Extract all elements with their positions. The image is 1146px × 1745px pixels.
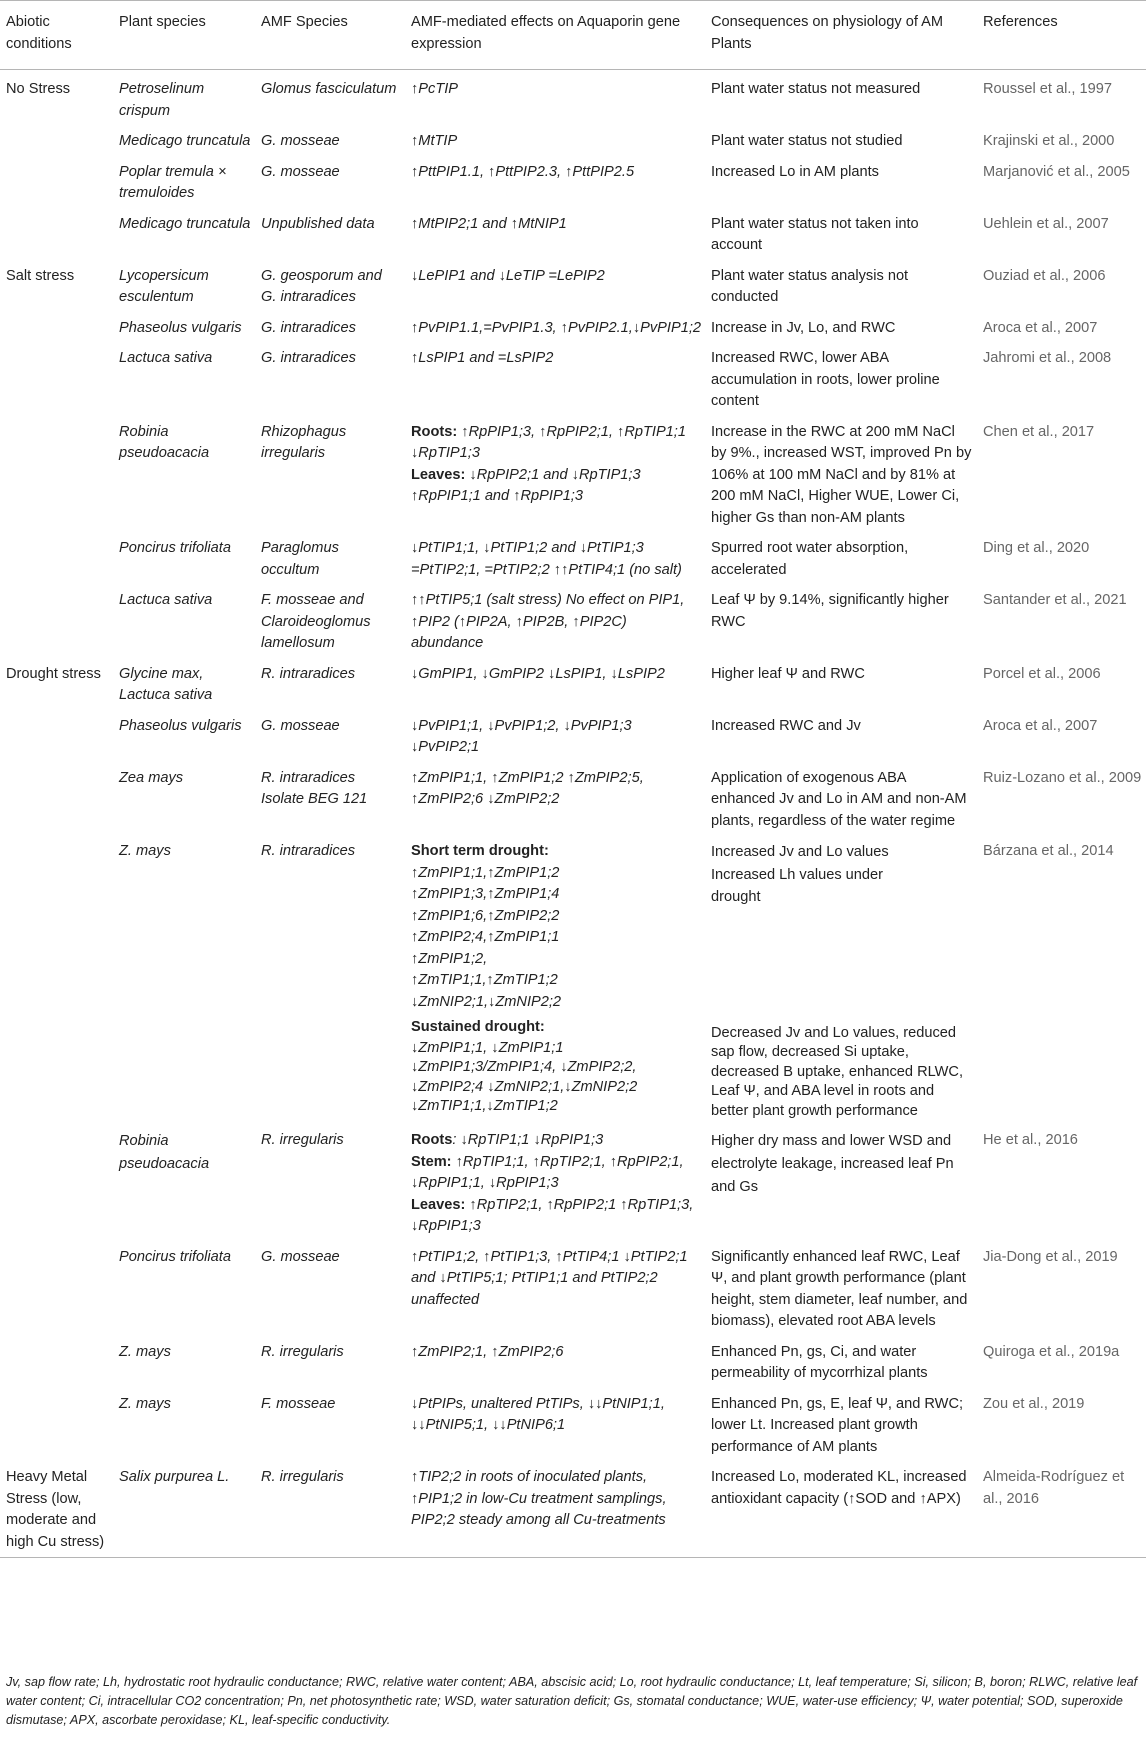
cell-amf: R. intraradices bbox=[261, 843, 356, 859]
cell-condition bbox=[0, 1333, 113, 1385]
table-row bbox=[0, 759, 1146, 833]
effect-roots-label: Roots bbox=[411, 1132, 453, 1149]
effect-stem-label: Stem: bbox=[411, 1153, 452, 1170]
table-row bbox=[0, 257, 1146, 309]
cell-effect: ↑LsPIP1 and =LsPIP2 bbox=[411, 350, 554, 366]
cell-consequence: Increased RWC, lower ABA accumulation in roots, lower proline content bbox=[711, 350, 940, 409]
table-row bbox=[0, 413, 1146, 530]
cell-effect: ↓GmPIP1, ↓GmPIP2 ↓LsPIP1, ↓LsPIP2 bbox=[411, 665, 665, 682]
table-row bbox=[0, 832, 1146, 1121]
cell-amf: R. irregularis bbox=[261, 1132, 344, 1149]
cell-consequence: Significantly enhanced leaf RWC, Leaf Ψ, and plant growth performance (plant height, stem diameter, leaf number, and biomass), elevated root ABA levels bbox=[711, 1248, 968, 1330]
cons-sus: Decreased Jv and Lo values, reduced sap flow, decreased Si uptake, decreased B uptake, enhanced RLWC, Leaf Ψ, and ABA level in roots and better plant growth performance bbox=[711, 1024, 964, 1119]
cell-consequence: Plant water status not taken into account bbox=[711, 215, 919, 253]
effect-leaves-line bbox=[411, 1195, 701, 1238]
cell-reference: Santander et al., 2021 bbox=[983, 592, 1127, 608]
cell-reference: Roussel et al., 1997 bbox=[983, 81, 1112, 97]
effect-short-line: ↑ZmPIP1;2, bbox=[411, 950, 488, 967]
effect-leaves: ↑RpTIP2;1, ↑RpPIP2;1 ↑RpTIP1;3, ↓RpPIP1;3 bbox=[411, 1196, 694, 1235]
effect-short-line: ↑ZmPIP2;4,↑ZmPIP1;1 bbox=[411, 929, 560, 945]
cell-condition bbox=[0, 759, 113, 833]
cell-amf: Rhizophagus irregularis bbox=[261, 423, 347, 461]
cell-amf: F. mosseae and Claroideoglomus lamellosum bbox=[261, 592, 371, 651]
cell-condition: Salt stress bbox=[6, 267, 75, 284]
cell-condition bbox=[0, 122, 113, 153]
cell-effect: ↓PvPIP1;1, ↓PvPIP1;2, ↓PvPIP1;3 ↓PvPIP2;1 bbox=[411, 717, 632, 755]
cell-condition bbox=[0, 413, 113, 530]
cell-effect bbox=[405, 832, 705, 1121]
cell-effect: ↑PcTIP bbox=[411, 81, 459, 97]
cell-effect: ↑PttPIP1.1, ↑PttPIP2.3, ↑PttPIP2.5 bbox=[411, 163, 635, 180]
cell-reference: Quiroga et al., 2019a bbox=[983, 1343, 1120, 1360]
effect-roots-label: Roots: bbox=[411, 423, 458, 440]
effect-short-line: ↑ZmTIP1;1,↑ZmTIP1;2 bbox=[411, 972, 558, 988]
cell-plant: Petroselinum crispum bbox=[119, 81, 205, 119]
cell-amf: Unpublished data bbox=[261, 215, 375, 232]
header-row bbox=[0, 1, 1146, 70]
cell-condition bbox=[0, 529, 113, 581]
table-row bbox=[0, 339, 1146, 413]
header-abiotic: Abiotic conditions bbox=[0, 1, 113, 70]
cell-plant: Medicago truncatula bbox=[119, 133, 251, 149]
cell-amf: R. intraradices bbox=[261, 665, 356, 682]
effect-stem: ↑RpTIP1;1, ↑RpTIP2;1, ↑RpPIP2;1, ↓RpPIP1;1, ↓RpPIP1;3 bbox=[411, 1153, 684, 1192]
cell-amf: Glomus fasciculatum bbox=[261, 81, 397, 97]
cell-effect bbox=[405, 1121, 705, 1238]
cell-consequence: Spurred root water absorption, accelerated bbox=[711, 540, 909, 578]
cell-consequence: Plant water status not studied bbox=[711, 133, 903, 149]
cell-effect: ↑PtTIP1;2, ↑PtTIP1;3, ↑PtTIP4;1 ↓PtTIP2;1 and ↓PtTIP5;1; PtTIP1;1 and PtTIP2;2 unaffected bbox=[411, 1248, 688, 1308]
cell-amf: G. intraradices bbox=[261, 350, 356, 366]
cell-amf: G. intraradices bbox=[261, 319, 356, 336]
cell-amf: R. intraradices Isolate BEG 121 bbox=[261, 769, 368, 807]
effect-leaves-label: Leaves: bbox=[411, 1196, 466, 1213]
cell-consequence: Increased Lo in AM plants bbox=[711, 163, 879, 180]
cell-reference: Marjanović et al., 2005 bbox=[983, 163, 1130, 180]
cell-reference: Chen et al., 2017 bbox=[983, 423, 1095, 440]
cell-plant: Robinia pseudoacacia bbox=[119, 423, 210, 461]
header-plant: Plant species bbox=[113, 1, 255, 70]
cell-reference: He et al., 2016 bbox=[983, 1132, 1078, 1149]
cell-effect: ↑MtTIP bbox=[411, 133, 458, 149]
cell-condition bbox=[0, 205, 113, 257]
cell-effect: ↑TIP2;2 in roots of inoculated plants, ↑PIP1;2 in low-Cu treatment samplings, PIP2;2 steady among all Cu-treatments bbox=[405, 1458, 705, 1558]
table-row bbox=[0, 1333, 1146, 1385]
cell-consequence: Application of exogenous ABA enhanced Jv and Lo in AM and non-AM plants, regardless of the water regime bbox=[711, 769, 967, 829]
cell-condition bbox=[0, 1385, 113, 1459]
table-row bbox=[0, 1121, 1146, 1238]
cell-effect: ↑ZmPIP2;1, ↑ZmPIP2;6 bbox=[411, 1343, 564, 1360]
cell-plant: Salix purpurea L. bbox=[113, 1458, 255, 1558]
effect-leaves-line bbox=[411, 465, 701, 508]
cell-amf: G. mosseae bbox=[261, 163, 340, 180]
header-consequences: Consequences on physiology of AM Plants bbox=[705, 1, 977, 70]
cell-condition: Heavy Metal Stress (low, moderate and high Cu stress) bbox=[0, 1458, 113, 1558]
table-row bbox=[0, 153, 1146, 205]
cell-effect: ↑ZmPIP1;1, ↑ZmPIP1;2 ↑ZmPIP2;5, ↑ZmPIP2;6 ↓ZmPIP2;2 bbox=[411, 769, 644, 807]
effect-leaves: ↓RpPIP2;1 and ↓RpTIP1;3 ↑RpPIP1;1 and ↑RpPIP1;3 bbox=[411, 466, 641, 504]
cell-reference: Zou et al., 2019 bbox=[983, 1395, 1085, 1412]
cell-plant: Medicago truncatula bbox=[119, 215, 251, 232]
cell-condition bbox=[0, 339, 113, 413]
cell-consequence: Increase in the RWC at 200 mM NaCl by 9%., increased WST, improved Pn by 106% at 100 mM NaCl and by 81% at 200 mM NaCl, Higher WUE, Lower Ci, higher Gs than non-AM plants bbox=[711, 423, 972, 526]
cell-reference: Uehlein et al., 2007 bbox=[983, 215, 1109, 232]
table-row bbox=[0, 205, 1146, 257]
cell-plant: Z. mays bbox=[119, 843, 171, 859]
cell-condition bbox=[0, 1238, 113, 1333]
cons-short-line: Increased Jv and Lo values bbox=[711, 844, 889, 860]
table-row bbox=[0, 1385, 1146, 1459]
cell-amf: Paraglomus occultum bbox=[261, 540, 339, 578]
cell-reference: Ding et al., 2020 bbox=[983, 540, 1090, 556]
cell-reference: Aroca et al., 2007 bbox=[983, 319, 1098, 336]
table-row bbox=[0, 122, 1146, 153]
cell-effect: ↑MtPIP2;1 and ↑MtNIP1 bbox=[411, 215, 567, 232]
table-row bbox=[0, 707, 1146, 759]
effect-short-line: ↑ZmPIP1;1,↑ZmPIP1;2 bbox=[411, 864, 560, 881]
cell-plant: Poncirus trifoliata bbox=[119, 1248, 231, 1265]
cell-condition bbox=[0, 581, 113, 655]
table-footnote: Jv, sap flow rate; Lh, hydrostatic root hydraulic conductance; RWC, relative water content; ABA, abscisic acid; Lo, root hydraulic conductance; Lt, leaf temperature; Si, silicon; B, boron; RLWC, relative leaf water content; Ci, intracellular CO2 concentration; Pn, net photosynthetic rate; WSD, water saturation deficit; Gs, stomatal conductance; WUE, water-use efficiency; Ψ, water potential; SOD, superoxide dismutase; APX, ascorbate peroxidase; KL, leaf-specific conductivity. bbox=[6, 1675, 1138, 1727]
effect-leaves-label: Leaves: bbox=[411, 466, 466, 483]
cell-consequence: Enhanced Pn, gs, Ci, and water permeability of mycorrhizal plants bbox=[711, 1343, 928, 1382]
cell-reference: Jahromi et al., 2008 bbox=[983, 350, 1112, 366]
cell-reference: Jia-Dong et al., 2019 bbox=[983, 1248, 1118, 1265]
cell-reference: Krajinski et al., 2000 bbox=[983, 133, 1115, 149]
table-row bbox=[0, 70, 1146, 123]
cell-reference: Almeida-Rodríguez et al., 2016 bbox=[977, 1458, 1146, 1558]
cell-plant: Z. mays bbox=[119, 1395, 171, 1412]
cell-reference: Bárzana et al., 2014 bbox=[983, 843, 1114, 859]
header-effects: AMF-mediated effects on Aquaporin gene expression bbox=[405, 1, 705, 70]
cell-reference: Porcel et al., 2006 bbox=[983, 665, 1101, 682]
cell-plant: Glycine max, Lactuca sativa bbox=[119, 665, 213, 703]
cell-amf: G. mosseae bbox=[261, 1248, 340, 1265]
cell-condition: No Stress bbox=[6, 81, 71, 97]
cell-amf: R. irregularis bbox=[261, 1343, 344, 1360]
cell-condition: Drought stress bbox=[6, 665, 101, 682]
table-row bbox=[0, 529, 1146, 581]
cell-amf: G. geosporum and G. intraradices bbox=[261, 267, 382, 305]
cell-consequence: Leaf Ψ by 9.14%, significantly higher RWC bbox=[711, 592, 949, 630]
table-row bbox=[0, 1458, 1146, 1558]
cell-effect bbox=[405, 413, 705, 530]
effect-roots: : ↓RpTIP1;1 ↓RpPIP1;3 bbox=[452, 1132, 604, 1149]
cell-consequence: Increased Lo, moderated KL, increased antioxidant capacity (↑SOD and ↑APX) bbox=[705, 1458, 977, 1558]
cell-consequence: Plant water status analysis not conducted bbox=[711, 267, 909, 305]
cell-plant: Robinia pseudoacacia bbox=[119, 1133, 210, 1173]
cell-condition bbox=[0, 309, 113, 340]
header-amf: AMF Species bbox=[255, 1, 405, 70]
effect-stem-line bbox=[411, 1152, 701, 1195]
cell-plant: Z. mays bbox=[119, 1343, 171, 1360]
cell-condition bbox=[0, 153, 113, 205]
cell-plant: Lycopersicum esculentum bbox=[119, 267, 209, 305]
cons-short-line: Increased Lh values under bbox=[711, 866, 883, 883]
cell-reference: Ouziad et al., 2006 bbox=[983, 267, 1106, 284]
cell-effect: ↑PvPIP1.1,=PvPIP1.3, ↑PvPIP2.1,↓PvPIP1;2 bbox=[411, 319, 701, 336]
header-references: References bbox=[977, 1, 1146, 70]
table-row bbox=[0, 1238, 1146, 1333]
cell-plant: Phaseolus vulgaris bbox=[119, 717, 242, 734]
cell-condition bbox=[0, 1121, 113, 1238]
cell-amf: G. mosseae bbox=[261, 717, 340, 734]
cell-consequence: Increase in Jv, Lo, and RWC bbox=[711, 319, 896, 336]
effect-roots: ↑RpPIP1;3, ↑RpPIP2;1, ↑RpTIP1;1 ↓RpTIP1;3 bbox=[411, 423, 686, 461]
cell-consequence: Increased RWC and Jv bbox=[711, 717, 861, 734]
table-body bbox=[0, 70, 1146, 1558]
cell-plant: Zea mays bbox=[119, 769, 184, 786]
effect-sus: ↓ZmPIP1;1, ↓ZmPIP1;1 ↓ZmPIP1;3/ZmPIP1;4, ↓ZmPIP2;2, ↓ZmPIP2;4 ↓ZmNIP2;1,↓ZmNIP2;2 ↓ZmTIP1;1,↓ZmTIP1;2 bbox=[411, 1039, 638, 1115]
cell-consequence: Higher dry mass and lower WSD and electrolyte leakage, increased leaf Pn and Gs bbox=[711, 1133, 954, 1196]
effect-short-line: ↓ZmNIP2;1,↓ZmNIP2;2 bbox=[411, 993, 562, 1010]
cell-condition bbox=[0, 707, 113, 759]
effect-short-line: ↑ZmPIP1;6,↑ZmPIP2;2 bbox=[411, 907, 560, 924]
effect-short-line: ↑ZmPIP1;3,↑ZmPIP1;4 bbox=[411, 886, 560, 902]
cons-short-line: drought bbox=[711, 889, 761, 905]
cell-consequence bbox=[705, 832, 977, 1121]
cell-consequence: Higher leaf Ψ and RWC bbox=[711, 665, 865, 682]
cell-effect: ↑↑PtTIP5;1 (salt stress) No effect on PIP1, ↑PIP2 (↑PIP2A, ↑PIP2B, ↑PIP2C) abundance bbox=[411, 592, 685, 651]
table-row bbox=[0, 655, 1146, 707]
cell-effect: ↓PtPIPs, unaltered PtTIPs, ↓↓PtNIP1;1, ↓↓PtNIP5;1, ↓↓PtNIP6;1 bbox=[411, 1395, 665, 1434]
cell-consequence: Enhanced Pn, gs, E, leaf Ψ, and RWC; lower Lt. Increased plant growth performance of AM plants bbox=[711, 1395, 964, 1455]
cell-plant: Phaseolus vulgaris bbox=[119, 319, 242, 336]
effect-short-label: Short term drought: bbox=[411, 843, 549, 859]
effect-roots-line bbox=[411, 1130, 701, 1152]
cell-condition bbox=[0, 832, 113, 1121]
effect-sus-label: Sustained drought: bbox=[411, 1019, 545, 1035]
cell-reference: Ruiz-Lozano et al., 2009 bbox=[983, 769, 1142, 786]
table-header bbox=[0, 1, 1146, 70]
cell-reference: Aroca et al., 2007 bbox=[983, 717, 1098, 734]
cell-plant: Poplar tremula × tremuloides bbox=[119, 163, 227, 201]
cell-plant: Lactuca sativa bbox=[119, 592, 213, 608]
cell-amf: R. irregularis bbox=[255, 1458, 405, 1558]
cell-amf: F. mosseae bbox=[261, 1395, 336, 1412]
cell-plant: Lactuca sativa bbox=[119, 350, 213, 366]
cell-amf: G. mosseae bbox=[261, 133, 340, 149]
cell-consequence: Plant water status not measured bbox=[711, 81, 921, 97]
table-row bbox=[0, 581, 1146, 655]
table-row bbox=[0, 309, 1146, 340]
cell-plant: Poncirus trifoliata bbox=[119, 540, 231, 556]
cell-effect: ↓LePIP1 and ↓LeTIP =LePIP2 bbox=[411, 267, 605, 284]
cell-effect: ↓PtTIP1;1, ↓PtTIP1;2 and ↓PtTIP1;3 =PtTIP2;1, =PtTIP2;2 ↑↑PtTIP4;1 (no salt) bbox=[411, 540, 682, 578]
